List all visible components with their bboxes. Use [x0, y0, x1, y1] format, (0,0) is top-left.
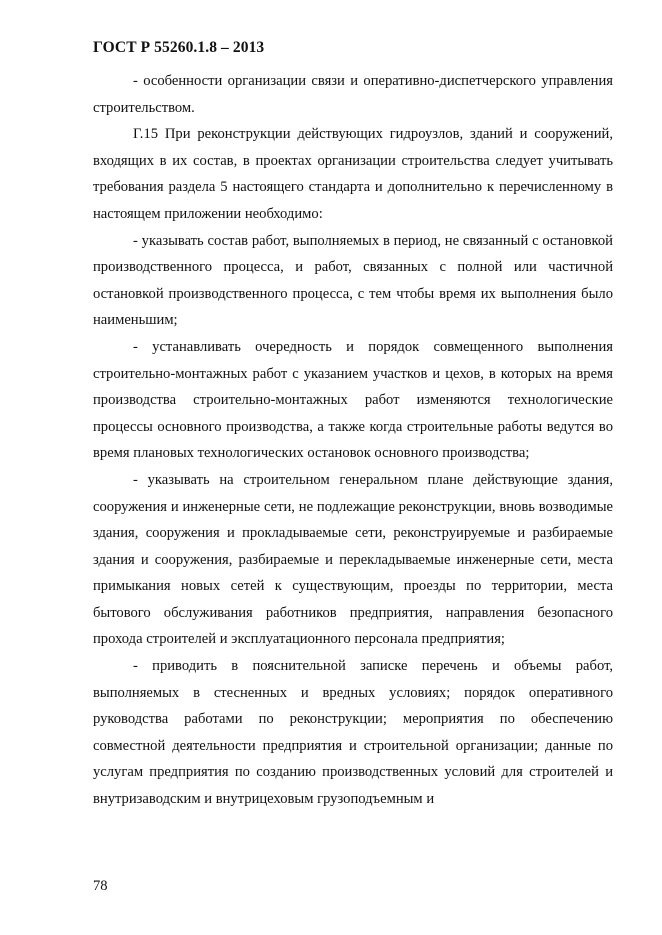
paragraph-work-composition: - указывать состав работ, выполняемых в период, не связанный с остановкой производственного процесса, и работ, связанных с полной или частичной остановкой производственного процесса, с тем чтобы время их выполнения было наименьшим;	[93, 232, 613, 329]
paragraph-g15: Г.15 При реконструкции действующих гидроузлов, зданий и сооружений, входящих в их состав, в проектах организации строительства следует учитывать требования раздела 5 настоящего стандарта и дополнительно к перечисленному в настоящем приложении необходимо:	[93, 126, 613, 222]
document-header: ГОСТ Р 55260.1.8 – 2013	[93, 39, 265, 56]
body-text	[93, 68, 613, 813]
paragraph-communication: - особенности организации связи и оперативно-диспетчерского управления строительством.	[93, 73, 613, 116]
paragraph-general-plan: - указывать на строительном генеральном плане действующие здания, сооружения и инженерные сети, не подлежащие реконструкции, вновь возводимые здания, сооружения и прокладываемые сети, реконструируемые и разбираемые здания и сооружения, разбираемые и перекладываемые инженерные сети, места примыкания новых сетей к существующим, проезды по территории, места бытового обслуживания работников предприятия, направления безопасного прохода строителей и эксплуатационного персонала предприятия;	[93, 471, 613, 648]
paragraph-work-order: - устанавливать очередность и порядок совмещенного выполнения строительно-монтажных работ с указанием участков и цехов, в которых на время производства строительно-монтажных работ изменяются технологические процессы основного производства, а также когда строительные работы ведутся во время плановых технологических остановок основного производства;	[93, 338, 613, 462]
page-number: 78	[93, 878, 108, 894]
paragraph-explanatory-note: - приводить в пояснительной записке перечень и объемы работ, выполняемых в стесненных и вредных условиях; порядок оперативного руководства работами по реконструкции; мероприятия по обеспечению совместной деятельности предприятия и строительной организации; данные по услугам предприятия по созданию производственных условий для строителей и внутризаводским и внутрицеховым грузоподъемным и	[93, 658, 613, 808]
